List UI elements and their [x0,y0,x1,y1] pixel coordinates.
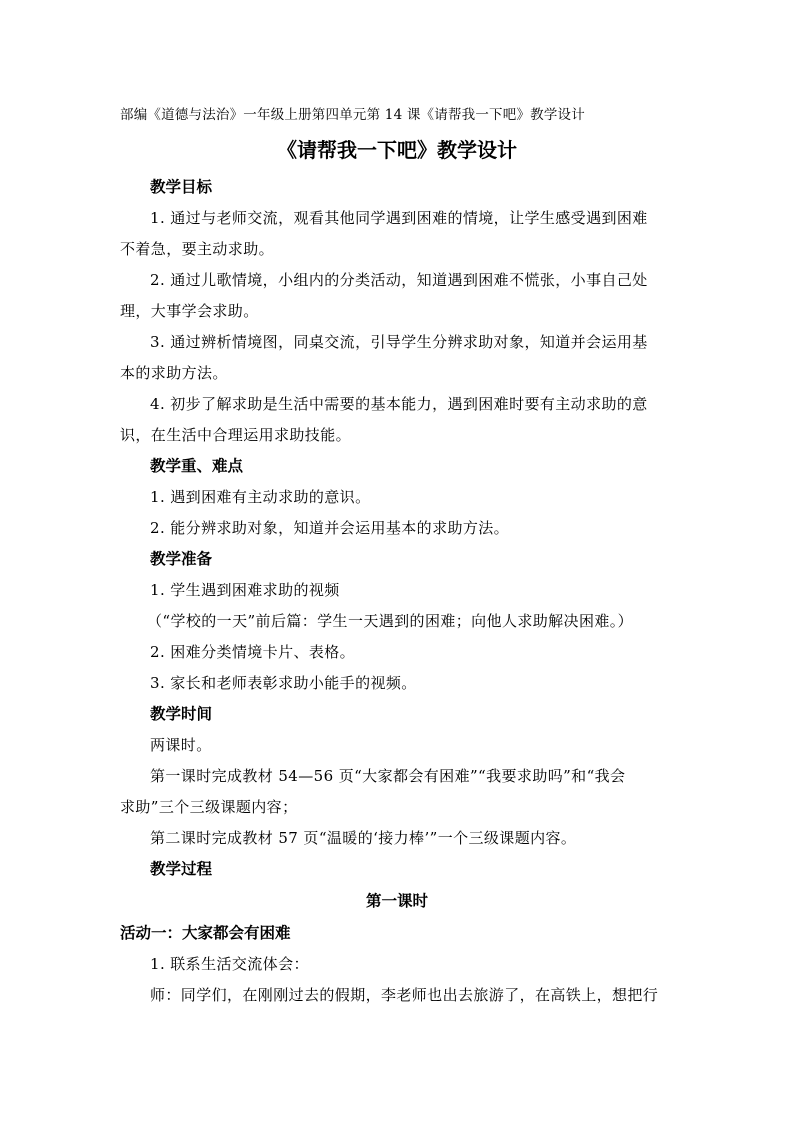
section-heading-keypoints: 教学重、难点 [150,457,244,475]
paragraph-line: 1. 通过与老师交流，观看其他同学遇到困难的情境，让学生感受遇到困难 [150,209,648,227]
paragraph-line: 3. 通过辨析情境图，同桌交流，引导学生分辨求助对象，知道并会运用基 [150,333,648,351]
paragraph-line: 求助”三个三级课题内容； [120,798,298,816]
paragraph-line: 1. 学生遇到困难求助的视频 [150,581,340,599]
paragraph-line: 两课时。 [150,736,212,754]
paragraph-line: 2. 能分辨求助对象，知道并会运用基本的求助方法。 [150,519,510,537]
paragraph-line: 第二课时完成教材 57 页“温暖的‘接力棒’”一个三级课题内容。 [150,829,577,847]
section-heading-prep: 教学准备 [150,550,213,568]
paragraph-line: 不着急，要主动求助。 [120,240,275,258]
paragraph-line: 第一课时完成教材 54—56 页“大家都会有困难”“我要求助吗”和“我会 [150,767,626,785]
section-heading-process: 教学过程 [150,860,213,878]
paragraph-line: （“学校的一天”前后篇：学生一天遇到的困难；向他人求助解决困难。） [147,612,634,630]
activity-title: 活动一：大家都会有困难 [120,924,291,942]
document-subtitle: 部编《道德与法治》一年级上册第四单元第 14 课《请帮我一下吧》教学设计 [120,107,585,123]
paragraph-line: 4. 初步了解求助是生活中需要的基本能力，遇到困难时要有主动求助的意 [150,395,648,413]
section-heading-time: 教学时间 [150,705,213,723]
paragraph-line: 2. 通过儿歌情境，小组内的分类活动，知道遇到困难不慌张，小事自己处 [150,271,648,289]
paragraph-line: 本的求助方法。 [120,364,228,382]
paragraph-line: 识，在生活中合理运用求助技能。 [120,426,352,444]
paragraph-line: 1. 遇到困难有主动求助的意识。 [150,488,371,506]
paragraph-line: 理，大事学会求助。 [120,302,259,320]
paragraph-line: 1. 联系生活交流体会： [150,955,309,973]
document-title: 《请帮我一下吧》教学设计 [277,138,517,162]
paragraph-line: 师：同学们，在刚刚过去的假期，李老师也出去旅游了，在高铁上，想把行 [150,986,659,1004]
section-heading-goals: 教学目标 [150,178,213,196]
lesson-title: 第一课时 [365,892,428,910]
paragraph-line: 2. 困难分类情境卡片、表格。 [150,643,356,661]
paragraph-line: 3. 家长和老师表彰求助小能手的视频。 [150,674,417,692]
